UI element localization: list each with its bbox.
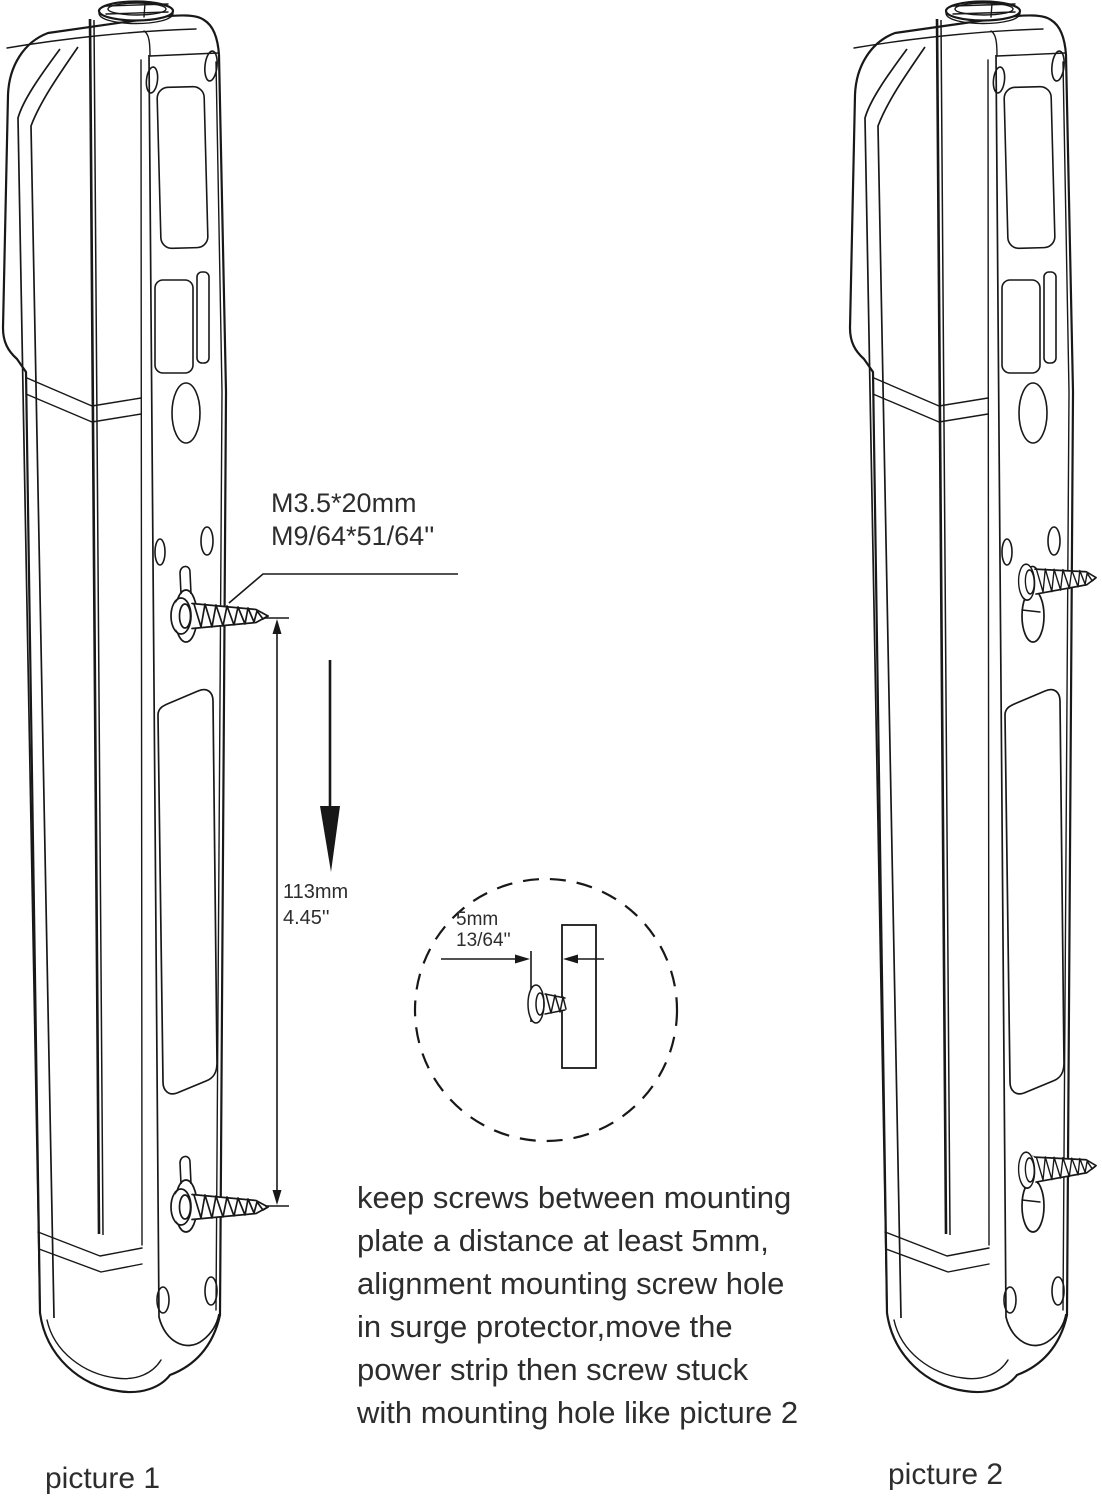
screw-spacing-metric: 113mm (283, 881, 349, 903)
picture1-caption: picture 1 (45, 1462, 161, 1495)
wall-gap-imperial: 13/64'' (456, 930, 511, 951)
wall-gap-metric: 5mm (456, 909, 499, 930)
wall-gap-label (456, 909, 511, 951)
wood-screw-detail (528, 985, 566, 1023)
power-strip-rear-view-picture2 (850, 2, 1097, 1393)
screw-spec-label (271, 487, 434, 553)
picture2-caption: picture 2 (888, 1458, 1004, 1491)
mounting-plate-cross-section (562, 925, 596, 1068)
screw-spec-line1: M3.5*20mm (271, 488, 417, 518)
screw-spec-line2: M9/64*51/64'' (271, 521, 435, 551)
instruction-line: alignment mounting screw hole (357, 1266, 785, 1301)
instruction-line: power strip then screw stuck (357, 1352, 749, 1387)
power-strip-rear-view-picture1 (3, 2, 226, 1393)
screw-spacing-label (283, 879, 348, 931)
instruction-text (357, 1176, 798, 1434)
screw-spacing-imperial: 4.45'' (283, 907, 330, 929)
down-arrow (320, 660, 340, 872)
wall-gap-detail-circle (415, 879, 677, 1141)
instruction-line: with mounting hole like picture 2 (357, 1395, 799, 1430)
instruction-line: in surge protector,move the (357, 1309, 733, 1344)
instruction-line: plate a distance at least 5mm, (357, 1223, 769, 1258)
screw-spec-leader-line (229, 574, 458, 603)
instruction-line: keep screws between mounting (357, 1180, 792, 1215)
